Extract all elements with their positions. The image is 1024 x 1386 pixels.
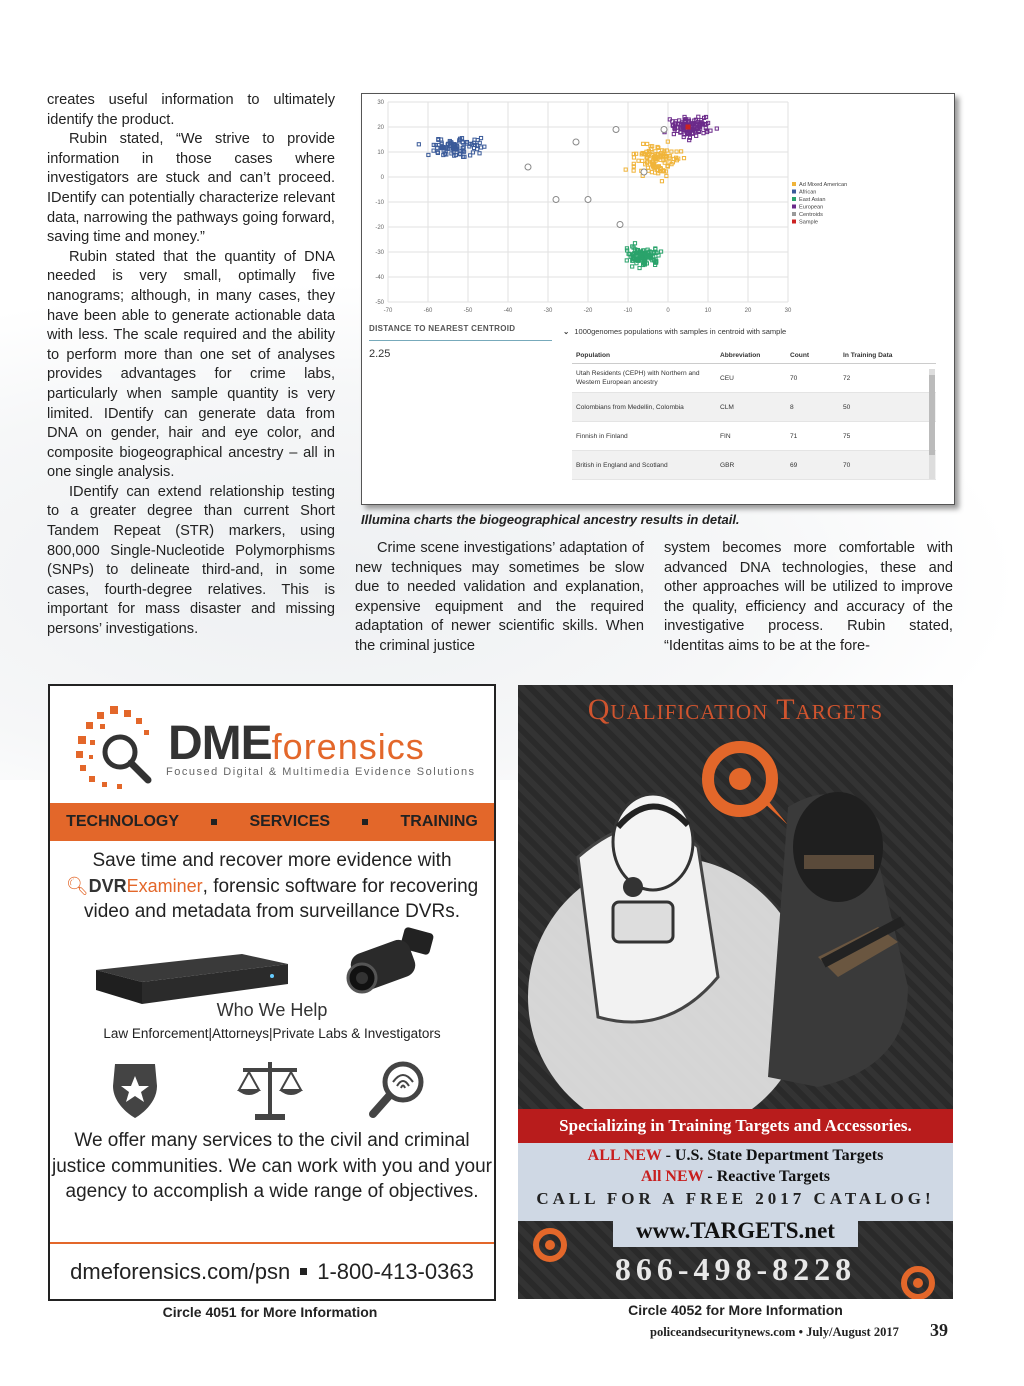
scatter-point: [641, 159, 644, 162]
magnifier-logo-icon: [70, 704, 166, 800]
scatter-point: [660, 180, 663, 183]
scatter-point: [650, 171, 653, 174]
scrollbar-thumb[interactable]: [929, 375, 935, 455]
scatter-point: [625, 247, 628, 250]
legend-swatch: [792, 190, 796, 194]
scatter-point: [671, 124, 674, 127]
y-tick-label: 10: [377, 150, 384, 156]
scatter-point: [632, 156, 635, 159]
scatter-point: [683, 115, 686, 118]
intro-pre: Save time and recover more evidence with: [92, 850, 452, 871]
scatter-point: [635, 152, 638, 155]
scatter-point: [432, 149, 435, 152]
y-tick-label: 20: [377, 125, 384, 131]
cell-population: Utah Residents (CEPH) with Northern and Western European ancestry: [572, 364, 716, 393]
scatter-point: [461, 141, 464, 144]
paragraph: Crime scene investigations’ adaptation of new techniques may sometimes be slow due to needed validation and explanation, expensive equipment and the required adaptation of newer scientific skills. When the criminal justice: [355, 540, 644, 654]
fingerprint-magnifier-icon: [373, 1064, 421, 1114]
legend-swatch: [792, 182, 796, 186]
y-tick-label: -20: [375, 225, 384, 231]
scatter-point: [483, 145, 486, 148]
centroid-point: [553, 197, 559, 203]
dvr-examiner-logo: [66, 874, 203, 900]
brand-sub: forensics: [271, 726, 425, 767]
bar-item-training: TRAINING: [400, 813, 478, 830]
table-scrollbar[interactable]: [929, 369, 935, 479]
separator-square: [362, 819, 368, 825]
cell-training: 50: [839, 393, 936, 422]
dme-wordmark: [168, 716, 425, 771]
column-header: In Training Data: [839, 348, 936, 364]
dme-contact-bar: [50, 1242, 494, 1299]
intro-post: , forensic software for recovering video and metadata from surveillance DVRs.: [84, 875, 479, 922]
legend-label: Sample: [799, 219, 818, 226]
paragraph: system becomes more comfortable with advanced DNA technologies, these and other approaches will be utilized to improve the quality, efficiency and accuracy of the investigative process. Rubin stated, “Identitas aims to be at the fore-: [664, 540, 953, 654]
sample-point: [686, 125, 691, 130]
scatter-point: [646, 142, 649, 145]
badge-icon: [113, 1064, 157, 1118]
x-tick-label: 10: [704, 308, 712, 314]
cell-population: Finnish in Finland: [572, 422, 716, 451]
paragraph: Rubin stated, “We strive to provide information in those cases where investigators are stuck and can’t proceed. IDentify can potentially characterize relevant data, narrowing the pathways going forward, saving time and money.”: [47, 131, 335, 246]
x-tick-label: -40: [503, 308, 513, 314]
examiner-text: Examiner: [126, 875, 203, 896]
cell-training: 70: [839, 451, 936, 480]
legend-swatch: [792, 212, 796, 216]
separator-square: [300, 1268, 307, 1275]
dvr-magnifier-icon: 🔍︎: [65, 875, 89, 896]
scatter-point: [478, 141, 481, 144]
bar-item-services: SERVICES: [249, 813, 331, 830]
scatter-point: [665, 174, 668, 177]
scatter-point: [642, 142, 645, 145]
scatter-point: [709, 129, 712, 132]
scatter-point: [638, 266, 641, 269]
dme-forensics-ad[interactable]: [48, 684, 496, 1301]
targets-catalog-call: CALL FOR A FREE 2017 CATALOG!: [536, 1189, 935, 1208]
legend-label: Ad Mixed American: [799, 182, 848, 188]
x-tick-label: -70: [383, 308, 393, 314]
scatter-point: [624, 168, 627, 171]
article-column-2: [355, 539, 644, 657]
circle-info-dme: Circle 4051 for More Information: [162, 1304, 378, 1320]
scatter-point: [479, 146, 482, 149]
table-row: [572, 364, 936, 393]
targets-new-line-2: [518, 1168, 953, 1186]
dme-intro-text: [50, 848, 494, 925]
cell-count: 69: [786, 451, 839, 480]
paragraph: Rubin stated that the quantity of DNA needed is very small, optimally five nanograms; although, in many cases, they have been able to generate actionable data with less. The scale required and the ability to perform more than one set of analyses provides advantages for crime labs, particularly when sample quantity is very limited. IDentify can generate data from DNA on gender, hair and eye color, and composite biogeographical ancestry – all in one single analysis.: [47, 248, 335, 481]
scatter-point: [632, 169, 635, 172]
cell-abbreviation: CEU: [716, 364, 786, 393]
legend-label: African: [799, 189, 817, 196]
circle-info-targets: Circle 4052 for More Information: [628, 1302, 843, 1318]
centroid-point: [661, 127, 667, 133]
x-tick-label: 20: [744, 308, 752, 314]
target-illustration: [518, 737, 953, 1109]
dme-url-link[interactable]: dmeforensics.com/psn: [70, 1258, 291, 1284]
dme-phone[interactable]: 1-800-413-0363: [317, 1258, 474, 1284]
distance-label: DISTANCE TO NEAREST CENTROID: [369, 324, 516, 333]
scatter-point: [417, 143, 420, 146]
scatter-point: [625, 259, 628, 262]
x-tick-label: -60: [423, 308, 433, 314]
scales-icon: [237, 1062, 303, 1120]
y-tick-label: -10: [375, 200, 384, 206]
x-tick-label: -30: [543, 308, 553, 314]
scatter-point: [646, 166, 649, 169]
y-tick-label: -40: [375, 275, 384, 281]
qualification-targets-ad[interactable]: [518, 685, 953, 1299]
figure-caption: Illumina charts the biogeographical ancestry results in detail.: [361, 512, 740, 527]
centroid-point: [585, 197, 591, 203]
y-tick-label: 0: [380, 175, 384, 181]
scatter-point: [700, 119, 703, 122]
scatter-point: [632, 165, 635, 168]
cell-population: Colombians from Medellin, Colombia: [572, 393, 716, 422]
scatter-point: [688, 136, 691, 139]
table-row: [572, 451, 936, 480]
x-tick-label: -10: [623, 308, 633, 314]
populations-header: 1000genomes populations with samples in centroid with sample: [574, 327, 787, 336]
scatter-point: [697, 115, 700, 118]
scatter-point: [641, 249, 644, 252]
y-tick-label: -30: [375, 250, 384, 256]
ancestry-figure: [361, 93, 955, 505]
scatter-point: [678, 119, 681, 122]
x-tick-label: 30: [784, 308, 792, 314]
new-label: ALL NEW: [587, 1147, 662, 1164]
scatter-point: [478, 152, 481, 155]
legend-label: European: [799, 204, 824, 211]
brand-main: DME: [168, 717, 272, 770]
centroid-point: [573, 139, 579, 145]
scatter-point: [473, 138, 476, 141]
cell-count: 71: [786, 422, 839, 451]
paragraph: IDentify can extend relationship testing to a greater degree than current Short Tandem Repeat (STR) markers, using 800,000 Single-Nucleotide Polymorphisms (SNPs) to delineate third-and, in some cases, fourth-degree relatives. This is important for mass disaster and missing persons’ investigations.: [47, 483, 335, 638]
targets-specialty-banner: Specializing in Training Targets and Accessories.: [518, 1109, 953, 1143]
new-text: - Reactive Targets: [703, 1168, 831, 1185]
scatter-point: [654, 263, 657, 266]
article-column-1: [47, 91, 335, 640]
table-row: [572, 393, 936, 422]
populations-toggle[interactable]: [563, 327, 786, 336]
who-we-help-list: Law Enforcement|Attorneys|Private Labs & Investigators: [103, 1026, 441, 1041]
scatter-point: [665, 149, 668, 152]
table-header-row: [572, 348, 936, 364]
legend-swatch: [792, 197, 796, 201]
dme-offer-bar: [50, 803, 494, 841]
who-we-help-title: Who We Help: [216, 1000, 328, 1020]
scatter-point: [479, 136, 482, 139]
legend-swatch: [792, 205, 796, 209]
x-tick-label: -50: [463, 308, 473, 314]
distance-value: 2.25: [369, 348, 391, 360]
scatter-point: [682, 135, 685, 138]
scatter-point: [695, 134, 698, 137]
centroid-point: [641, 169, 647, 175]
centroid-point: [617, 222, 623, 228]
page-footer: policeandsecuritynews.com • July/August 2017: [650, 1325, 899, 1339]
scatter-point: [637, 159, 640, 162]
centroid-point: [613, 127, 619, 133]
column-header: Count: [786, 348, 839, 364]
dme-services-text: We offer many services to the civil and criminal justice communities. We can work with you and your agency to accomplish a wide range of objectives.: [52, 1130, 492, 1202]
column-header: Abbreviation: [716, 348, 786, 364]
article-column-3: [664, 539, 953, 657]
target-logo-icon: [708, 747, 788, 825]
y-tick-label: 30: [377, 100, 384, 106]
scatter-point: [631, 265, 634, 268]
scatter-point: [646, 156, 649, 159]
scatter-point: [662, 169, 665, 172]
scatter-chart: [362, 94, 954, 322]
bar-item-technology: TECHNOLOGY: [66, 813, 179, 830]
scatter-point: [715, 127, 718, 130]
page-number: 39: [930, 1320, 948, 1340]
scatter-point: [672, 132, 675, 135]
scatter-point: [461, 146, 464, 149]
cell-abbreviation: GBR: [716, 451, 786, 480]
centroid-point: [525, 164, 531, 170]
cell-population: British in England and Scotland: [572, 451, 716, 480]
y-tick-label: -50: [375, 300, 384, 306]
targets-title: Qualification Targets: [587, 693, 884, 726]
column-header: Population: [572, 348, 716, 364]
separator-square: [211, 819, 217, 825]
legend-label: Centroids: [799, 212, 823, 218]
legend-swatch: [792, 220, 796, 224]
targets-phone[interactable]: 866-498-8228: [614, 1251, 857, 1287]
new-label: All NEW: [640, 1168, 704, 1185]
population-table: [572, 348, 936, 480]
distance-underline: [369, 340, 552, 341]
scatter-point: [472, 146, 475, 149]
dvr-text: DVR: [88, 875, 127, 896]
targets-url-link[interactable]: www.TARGETS.net: [613, 1215, 858, 1247]
legend-label: East Asian: [799, 197, 826, 203]
scatter-point: [679, 150, 682, 153]
security-camera-icon: [340, 922, 450, 1002]
cell-abbreviation: CLM: [716, 393, 786, 422]
table-row: [572, 422, 936, 451]
scatter-point: [679, 130, 682, 133]
scatter-point: [656, 145, 659, 148]
x-tick-label: -20: [583, 308, 593, 314]
cell-training: 72: [839, 364, 936, 393]
chevron-down-icon: ⌄: [563, 327, 570, 336]
paragraph: creates useful information to ultimately identify the product.: [47, 92, 335, 128]
new-text: - U.S. State Department Targets: [661, 1147, 884, 1164]
targets-new-line-1: [518, 1147, 953, 1165]
dme-tagline: Focused Digital & Multimedia Evidence Solutions: [166, 766, 476, 778]
cell-count: 8: [786, 393, 839, 422]
services-icons: [105, 1056, 445, 1126]
x-tick-label: 0: [666, 308, 670, 314]
cell-abbreviation: FIN: [716, 422, 786, 451]
scatter-point: [682, 157, 685, 160]
cell-count: 70: [786, 364, 839, 393]
cell-training: 75: [839, 422, 936, 451]
